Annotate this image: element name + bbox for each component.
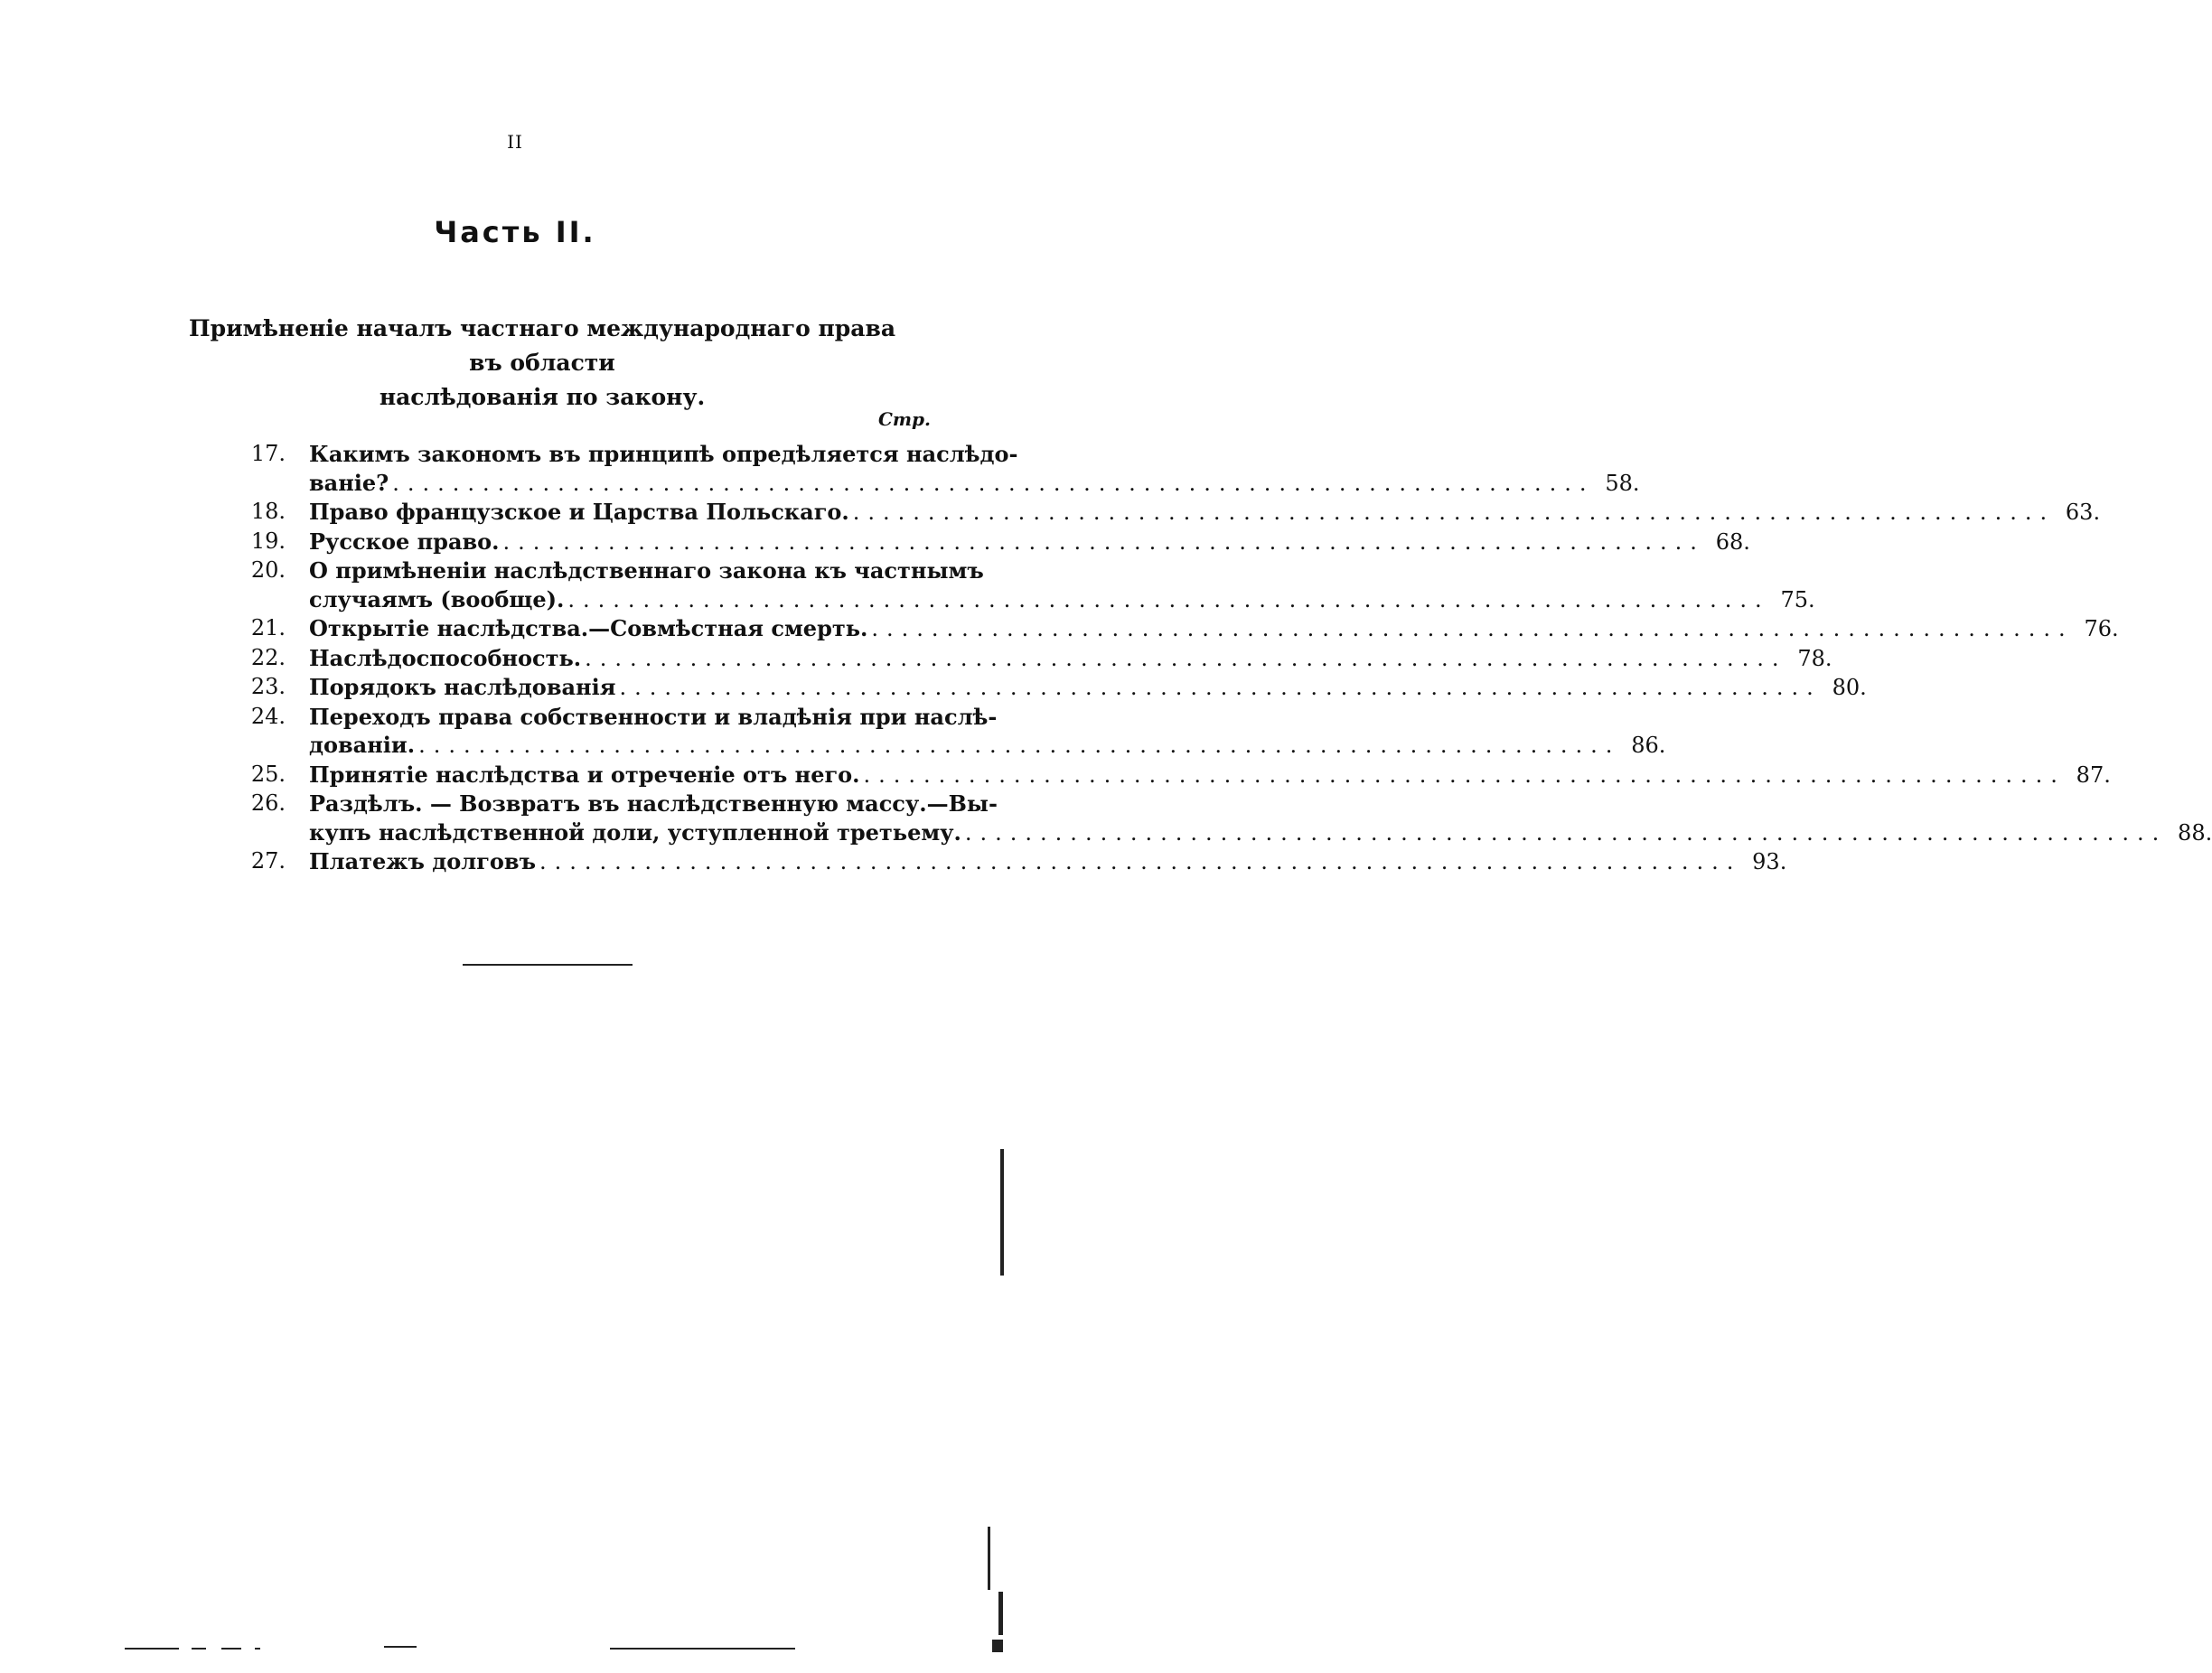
toc-entry-title: Переходъ права собственности и владѣнія при наслѣ- bbox=[309, 703, 998, 730]
toc-entry-title: Русское право. bbox=[309, 528, 500, 555]
toc-entry-line bbox=[309, 673, 1867, 703]
toc-entry-line bbox=[309, 703, 1665, 732]
toc-entry-line bbox=[309, 585, 1815, 615]
toc-entry bbox=[224, 556, 1815, 614]
toc-entry-title: Какимъ закономъ въ принципѣ опредѣляется наслѣдо- bbox=[309, 441, 1018, 467]
toc-entry-line bbox=[309, 498, 2100, 528]
toc-entry-title: Право французское и Царства Польскаго. bbox=[309, 499, 849, 525]
toc-entry-body bbox=[286, 790, 2212, 847]
toc-entry-body bbox=[286, 703, 1665, 761]
dot-leader: ................................................................................ bbox=[567, 586, 1770, 612]
table-of-contents bbox=[224, 440, 2212, 877]
part-title: Часть II. bbox=[434, 215, 596, 249]
dot-leader: ................................................................................ bbox=[392, 470, 1595, 496]
toc-entry bbox=[224, 673, 1867, 703]
right-edge-mark bbox=[998, 1592, 1003, 1635]
dot-leader: ................................................................................ bbox=[418, 733, 1621, 758]
toc-entry-body bbox=[286, 440, 1640, 498]
toc-entry bbox=[224, 761, 2111, 790]
toc-entry-body bbox=[286, 644, 1832, 674]
toc-entry bbox=[224, 644, 1832, 674]
page-number: II bbox=[507, 131, 523, 153]
toc-entry-title: Наслѣдоспособность. bbox=[309, 644, 582, 671]
toc-entry-line bbox=[309, 644, 1832, 674]
toc-entry-title: О примѣненіи наслѣдственнаго закона къ частнымъ bbox=[309, 557, 984, 584]
toc-entry-line bbox=[309, 528, 1750, 557]
toc-entry-number: 20. bbox=[250, 557, 286, 583]
toc-entry-title: Порядокъ наслѣдованія bbox=[309, 674, 616, 700]
toc-entry-page: 58. bbox=[1605, 470, 1640, 496]
toc-entry-line bbox=[309, 818, 2212, 848]
toc-entry bbox=[224, 703, 1666, 761]
toc-entry-body bbox=[286, 556, 1815, 614]
toc-entry bbox=[224, 790, 2212, 847]
toc-entry bbox=[224, 614, 2119, 644]
toc-entry-page: 86. bbox=[1631, 733, 1666, 758]
toc-entry-page: 68. bbox=[1715, 528, 1750, 555]
toc-entry-body bbox=[286, 498, 2100, 528]
toc-entry-number: 18. bbox=[250, 499, 286, 524]
dot-leader: ................................................................................ bbox=[871, 616, 2074, 641]
toc-entry bbox=[224, 528, 1750, 557]
toc-entry-title: дованіи. bbox=[309, 732, 416, 758]
toc-entry-number: 26. bbox=[250, 790, 286, 816]
toc-entry-line bbox=[309, 440, 1640, 469]
toc-entry-page: 75. bbox=[1780, 586, 1815, 612]
toc-entry-title: Открытіе наслѣдства.—Совмѣстная смерть. bbox=[309, 615, 868, 641]
separator-rule bbox=[463, 964, 633, 966]
section-title-line2: наслѣдованія по закону. bbox=[379, 384, 706, 410]
toc-entry-number: 23. bbox=[250, 674, 286, 699]
toc-entry bbox=[224, 847, 1787, 877]
toc-entry-body bbox=[286, 528, 1750, 557]
toc-entry-body bbox=[286, 614, 2119, 644]
toc-entry-line bbox=[309, 731, 1665, 761]
toc-entry-page: 80. bbox=[1832, 675, 1867, 700]
toc-entry-number: 25. bbox=[250, 761, 286, 787]
toc-entry-page: 88. bbox=[2178, 819, 2212, 846]
dot-leader: ................................................................................ bbox=[539, 849, 1742, 874]
toc-entry-number: 22. bbox=[250, 644, 286, 670]
section-title bbox=[181, 312, 904, 415]
dot-leader: ................................................................................ bbox=[502, 528, 1705, 555]
toc-entry-title: купъ наслѣдственной доли, уступленной третьему. bbox=[309, 818, 961, 846]
toc-entry-line bbox=[309, 469, 1640, 499]
bottom-edge-rule bbox=[192, 1648, 206, 1650]
toc-entry-number: 21. bbox=[250, 615, 286, 640]
toc-entry-title: Принятіе наслѣдства и отреченіе отъ него. bbox=[309, 761, 860, 788]
toc-entry-line bbox=[309, 761, 2111, 790]
toc-entry-title: Платежъ долговъ bbox=[309, 848, 537, 874]
dot-leader: ................................................................................ bbox=[852, 500, 2056, 525]
bottom-edge-rule bbox=[255, 1648, 260, 1650]
dot-leader: ................................................................................ bbox=[619, 675, 1822, 700]
toc-entry-line bbox=[309, 790, 2212, 818]
toc-entry-number: 17. bbox=[250, 441, 286, 466]
toc-entry-page: 76. bbox=[2084, 616, 2119, 641]
toc-entry-number: 27. bbox=[250, 848, 286, 874]
dot-leader: ................................................................................ bbox=[585, 645, 1787, 671]
toc-entry-body bbox=[286, 673, 1867, 703]
toc-entry-page: 63. bbox=[2065, 500, 2101, 525]
right-edge-mark bbox=[1000, 1149, 1004, 1276]
toc-entry-title: случаямъ (вообще). bbox=[309, 585, 565, 612]
toc-entry-body bbox=[286, 761, 2111, 790]
toc-entry-page: 78. bbox=[1797, 645, 1832, 671]
dot-leader: ................................................................................ bbox=[863, 762, 2066, 788]
toc-entry-line bbox=[309, 847, 1786, 877]
right-edge-mark bbox=[992, 1640, 1003, 1652]
toc-entry-page: 93. bbox=[1752, 849, 1787, 874]
toc-entry-number: 24. bbox=[250, 703, 286, 729]
toc-entry-line bbox=[309, 614, 2119, 644]
page-column-label: Стр. bbox=[877, 408, 931, 430]
section-title-line1: Примѣненіе началъ частнаго международнаго права въ области bbox=[188, 315, 896, 376]
toc-entry-page: 87. bbox=[2076, 762, 2111, 788]
toc-entry-body bbox=[286, 847, 1786, 877]
toc-entry bbox=[224, 498, 2101, 528]
toc-entry-title: ваніе? bbox=[309, 469, 389, 496]
toc-entry-title: Раздѣлъ. — Возвратъ въ наслѣдственную массу.—Вы- bbox=[309, 790, 998, 817]
toc-entry bbox=[224, 440, 1640, 498]
bottom-edge-rule bbox=[125, 1648, 179, 1650]
bottom-edge-rule bbox=[610, 1648, 795, 1650]
dot-leader: ................................................................................ bbox=[964, 819, 2168, 846]
bottom-edge-rule bbox=[384, 1646, 417, 1648]
toc-entry-number: 19. bbox=[250, 528, 286, 554]
bottom-edge-rule bbox=[221, 1648, 241, 1650]
right-edge-mark bbox=[988, 1527, 990, 1590]
toc-entry-line bbox=[309, 556, 1815, 585]
